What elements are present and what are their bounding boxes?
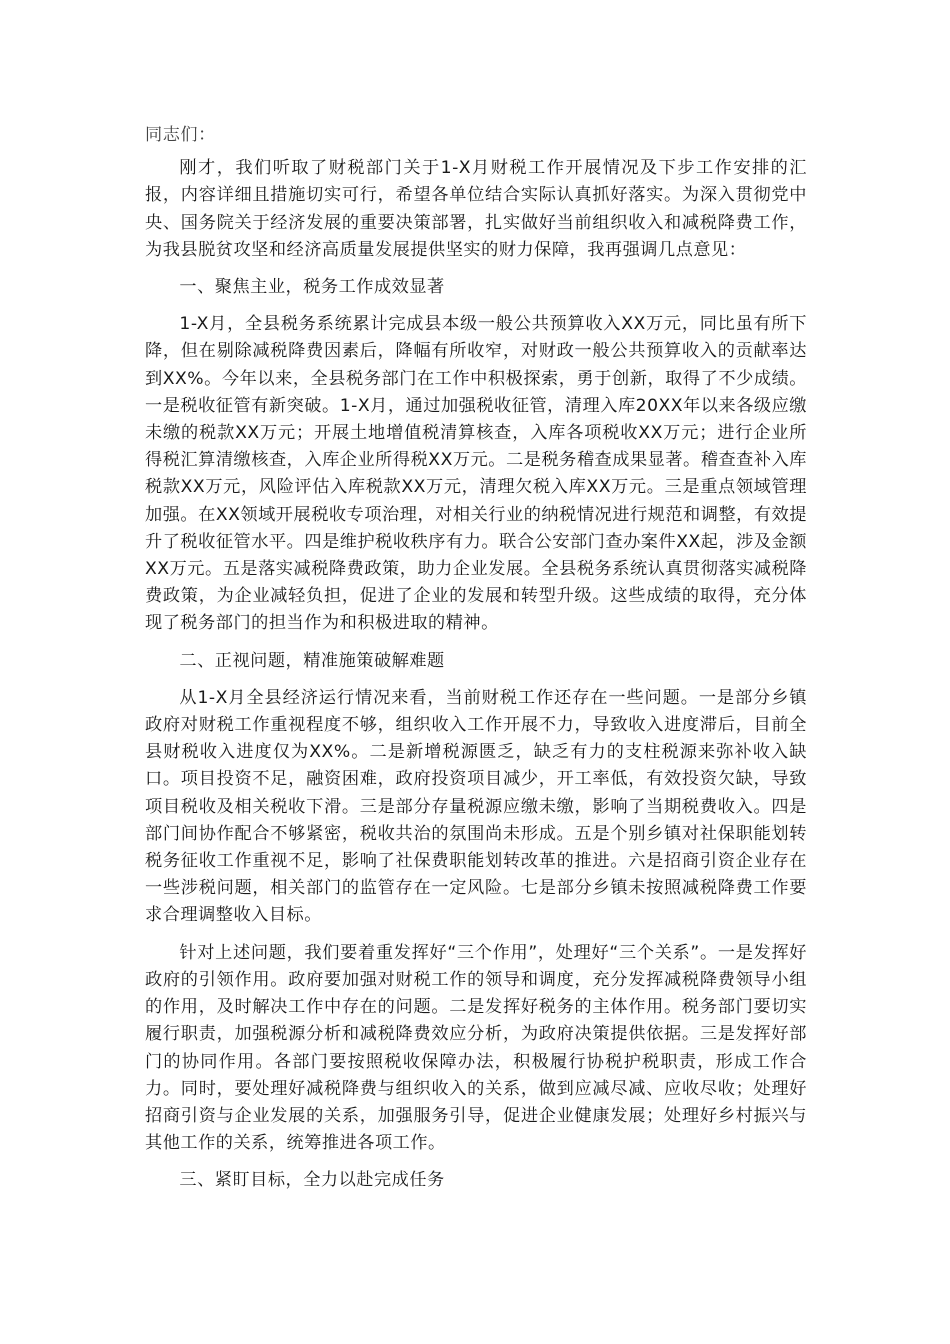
section-2-paragraph-1: 从1-X月全县经济运行情况来看，当前财税工作还存在一些问题。一是部分乡镇政府对财税工作重视程度不够，组织收入工作开展不力，导致收入进度滞后，目前全县财税收入进度仅为XX%。二是新增税源匮乏，缺乏有力的支柱税源来弥补收入缺口。项目投资不足，融资困难，政府投资项目减少，开工率低，有效投资欠缺，导致项目税收及相关税收下滑。三是部分存量税源应缴未缴，影响了当期税费收入。四是部门间协作配合不够紧密，税收共治的氛围尚未形成。五是个别乡镇对社保职能划转税务征收工作重视不足，影响了社保费职能划转改革的推进。六是招商引资企业存在一些涉税问题，相关部门的监管存在一定风险。七是部分乡镇未按照减税降费工作要求合理调整收入目标。 bbox=[145, 687, 807, 926]
section-2-paragraph-2: 针对上述问题，我们要着重发挥好“三个作用”，处理好“三个关系”。一是发挥好政府的引领作用。政府要加强对财税工作的领导和调度，充分发挥减税降费领导小组的作用，及时解决工作中存在的问题。二是发挥好税务的主体作用。税务部门要切实履行职责，加强税源分析和减税降费效应分析，为政府决策提供依据。三是发挥好部门的协同作用。各部门要按照税收保障办法，积极履行协税护税职责，形成工作合力。同时，要处理好减税降费与组织收入的关系，做到应减尽减、应收尽收；处理好招商引资与企业发展的关系，加强服务引导，促进企业健康发展；处理好乡村振兴与其他工作的关系，统筹推进各项工作。 bbox=[145, 942, 807, 1154]
section-heading-1: 一、聚焦主业，税务工作成效显著 bbox=[179, 277, 445, 298]
section-heading-3: 三、紧盯目标，全力以赴完成任务 bbox=[179, 1170, 445, 1191]
section-heading-2: 二、正视问题，精准施策破解难题 bbox=[179, 650, 445, 671]
document-page bbox=[145, 122, 807, 1205]
intro-paragraph: 刚才，我们听取了财税部门关于1-X月财税工作开展情况及下步工作安排的汇报，内容详细且措施切实可行，希望各单位结合实际认真抓好落实。为深入贯彻党中央、国务院关于经济发展的重要决策部署，扎实做好当前组织收入和减税降费工作，为我县脱贫攻坚和经济高质量发展提供坚实的财力保障，我再强调几点意见： bbox=[145, 158, 807, 260]
salutation: 同志们： bbox=[145, 125, 216, 145]
section-1-paragraph: 1-X月，全县税务系统累计完成县本级一般公共预算收入XX万元，同比虽有所下降，但在剔除减税降费因素后，降幅有所收窄，对财政一般公共预算收入的贡献率达到XX%。今年以来，全县税务部门在工作中积极探索，勇于创新，取得了不少成绩。一是税收征管有新突破。1-X月，通过加强税收征管，清理入库20XX年以来各级应缴未缴的税款XX万元；开展土地增值税清算核查，入库各项税收XX万元；进行企业所得税汇算清缴核查，入库企业所得税XX万元。二是税务稽查成果显著。稽查查补入库税款XX万元，风险评估入库税款XX万元，清理欠税入库XX万元。三是重点领域管理加强。在XX领域开展税收专项治理，对相关行业的纳税情况进行规范和调整，有效提升了税收征管水平。四是维护税收秩序有力。联合公安部门查办案件XX起，涉及金额XX万元。五是落实减税降费政策，助力企业发展。全县税务系统认真贯彻落实减税降费政策，为企业减轻负担，促进了企业的发展和转型升级。这些成绩的取得，充分体现了税务部门的担当作为和积极进取的精神。 bbox=[145, 314, 807, 634]
